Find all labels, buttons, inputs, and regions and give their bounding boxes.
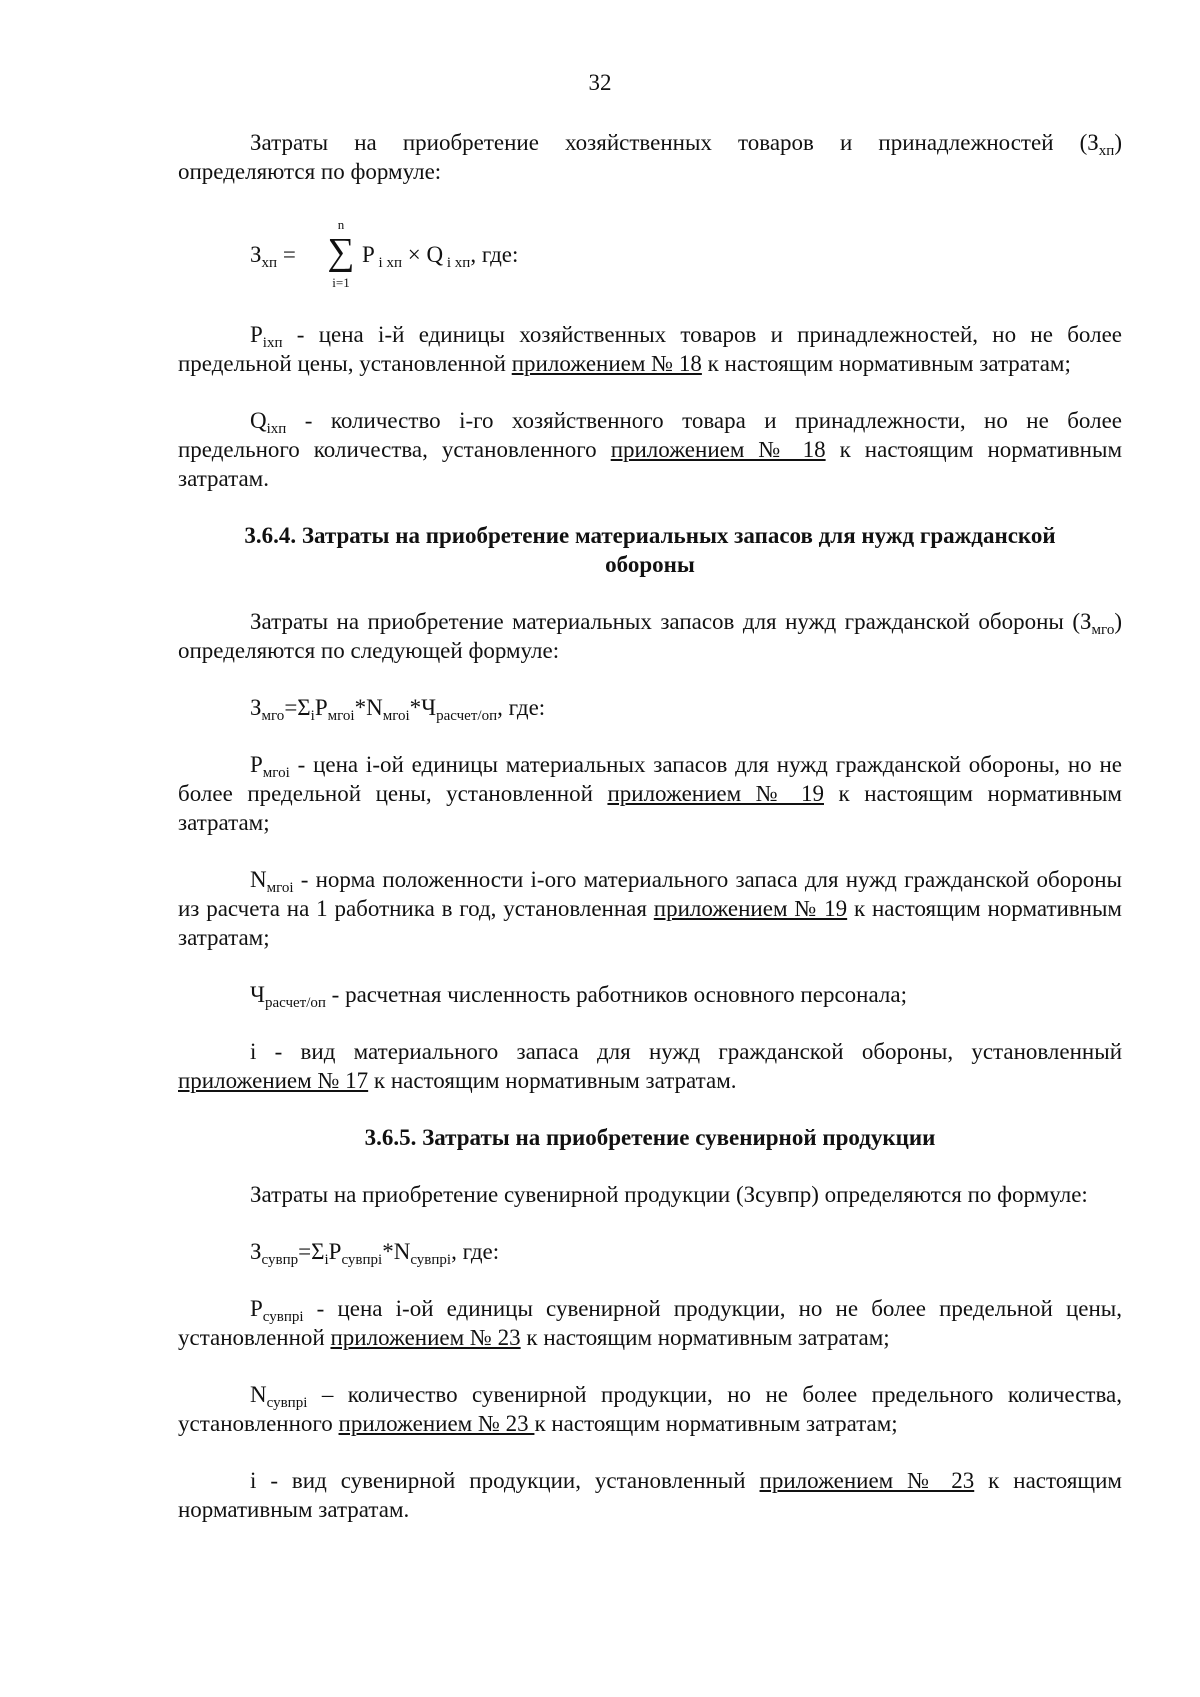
definition-price-souvenirs: $P_{сувпрi}$ - цена i-ой единицы сувенирной продукции, но не более предельной цены, установленной приложением № 23 к настоящим нормативным затратам; — [178, 1296, 1122, 1350]
paragraph-civil-defense: Затраты на приобретение материальных запасов для нужд гражданской обороны $(З_{мго})$ определяются по следующей формуле: — [178, 609, 1122, 663]
definition-headcount: $Ч_{расчет/оп}$ - расчетная численность работников основного персонала; — [250, 982, 907, 1011]
formula-civil-defense: $З_{мго}=\Sigma_iP_{мгоi}*N_{мгоi}*Ч_{расчет/оп}$, где: — [250, 695, 546, 724]
definition-quantity-household: $Q_{iхп}$ - количество i-го хозяйственного товара и принадлежности, но не более предельного количества, установленного приложением № 18 к настоящим нормативным затратам. — [178, 408, 1123, 491]
definition-quantity-souvenirs: $N_{сувпрi}$ – количество сувенирной продукции, но не более предельного количества, установленного приложением № 23 к настоящим нормативным затратам; — [178, 1382, 1122, 1436]
formula-souvenirs: $З_{сувпр}=\Sigma_iP_{сувпрi}*N_{сувпрi}$, где: — [250, 1239, 500, 1268]
appendix-23-link[interactable]: приложением № 23 — [330, 1325, 521, 1350]
appendix-18-link[interactable]: приложением № 18 — [511, 351, 702, 376]
appendix-19-link[interactable]: приложением № 19 — [607, 781, 824, 806]
appendix-19-link[interactable]: приложением № 19 — [653, 896, 848, 921]
definition-type-civil-defense: i - вид материального запаса для нужд гражданской обороны, установленный приложением № 17 к настоящим нормативным затратам. — [178, 1039, 1122, 1093]
definition-type-souvenirs: i - вид сувенирной продукции, установленный приложением № 23 к настоящим нормативным затратам. — [178, 1468, 1122, 1522]
paragraph-souvenirs: Затраты на приобретение сувенирной продукции (Зсувпр) определяются по формуле: — [250, 1182, 1088, 1207]
appendix-18-link[interactable]: приложением № 18 — [610, 437, 826, 462]
page-number: 32 — [588, 70, 612, 95]
appendix-17-link[interactable]: приложением № 17 — [178, 1068, 369, 1093]
definition-price-household: $P_{iхп}$ - цена i-й единицы хозяйственных товаров и принадлежностей, но не более предельной цены, установленной приложением № 18 к настоящим нормативным затратам; — [178, 322, 1122, 376]
document-body — [178, 128, 1122, 1524]
section-heading-3-6-4: 3.6.4. Затраты на приобретение материальных запасов для нужд гражданской обороны — [244, 523, 1056, 577]
sum-sign: n ∑ i=1 — [327, 217, 355, 290]
appendix-23-link[interactable]: приложением № 23 — [338, 1411, 535, 1436]
definition-norm-civil-defense: $N_{мгоi}$ - норма положенности i-ого материального запаса для нужд гражданской обороны из расчета на 1 работника в год, установленная приложением № 19 к настоящим нормативным затратам; — [178, 867, 1122, 950]
definition-price-civil-defense: $P_{мгоi}$ - цена i-ой единицы материальных запасов для нужд гражданской обороны, но не более предельной цены, установленной приложением № 19 к настоящим нормативным затратам; — [178, 752, 1122, 835]
section-heading-3-6-5: 3.6.5. Затраты на приобретение сувенирной продукции — [364, 1125, 936, 1150]
formula-household-goods: $З_{хп}$ = n ∑ i=1 P $_{i хп}$ × Q $_{i хп}$, где: — [178, 214, 1122, 298]
appendix-23-link[interactable]: приложением № 23 — [759, 1468, 975, 1493]
paragraph-household-goods: Затраты на приобретение хозяйственных товаров и принадлежностей $(З_{хп})$ определяются по формуле: — [178, 130, 1122, 184]
